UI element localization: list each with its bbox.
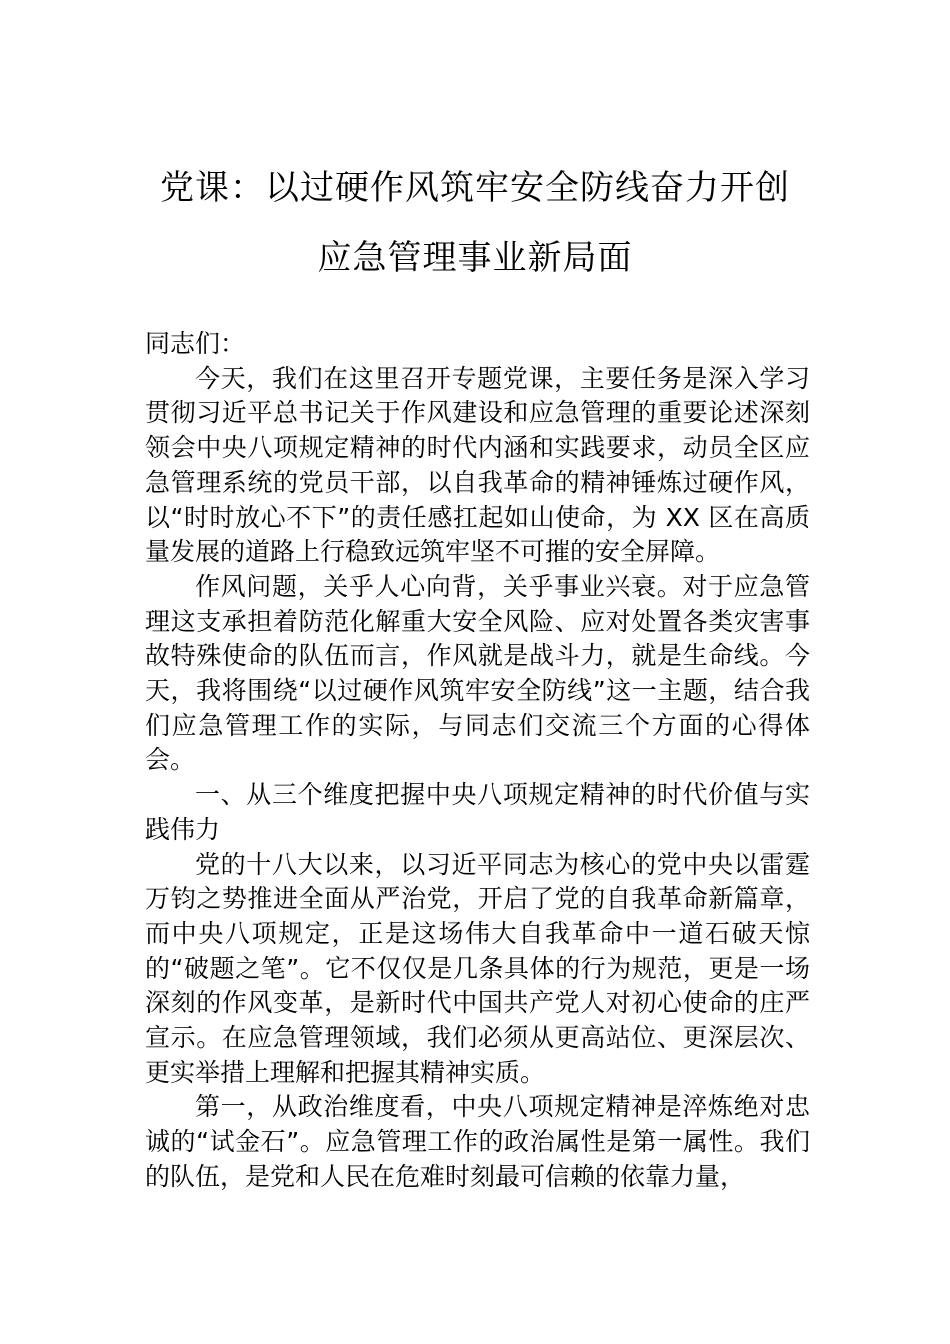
document-body	[145, 327, 810, 1195]
document-title-line-1: 党课：以过硬作风筑牢安全防线奋力开创	[160, 168, 790, 208]
paragraph-intro: 今天，我们在这里召开专题党课，主要任务是深入学习贯彻习近平总书记关于作风建设和应急管理的重要论述深刻领会中央八项规定精神的时代内涵和实践要求，动员全区应急管理系统的党员干部，以自我革命的精神锤炼过硬作风，以“时时放心不下”的责任感扛起如山使命，为 XX 区在高质量发展的道路上行稳致远筑牢坚不可摧的安全屏障。	[145, 363, 810, 567]
salutation: 同志们：	[145, 329, 246, 358]
section-heading-1: 一、从三个维度把握中央八项规定精神的时代价值与实践伟力	[145, 780, 810, 844]
paragraph-political-dimension: 第一，从政治维度看，中央八项规定精神是淬炼绝对忠诚的“试金石”。应急管理工作的政治属性是第一属性。我们的队伍，是党和人民在危难时刻最可信赖的依靠力量，	[145, 1092, 810, 1191]
document-title-line-2: 应急管理事业新局面	[317, 238, 633, 278]
paragraph-eight-rules: 党的十八大以来，以习近平同志为核心的党中央以雷霆万钧之势推进全面从严治党，开启了党的自我革命新篇章，而中央八项规定，正是这场伟大自我革命中一道石破天惊的“破题之笔”。它不仅仅是几条具体的行为规范，更是一场深刻的作风变革，是新时代中国共产党人对初心使命的庄严宣示。在应急管理领域，我们必须从更高站位、更深层次、更实举措上理解和把握其精神实质。	[145, 849, 810, 1087]
paragraph-work-style: 作风问题，关乎人心向背，关乎事业兴衰。对于应急管理这支承担着防范化解重大安全风险、应对处置各类灾害事故特殊使命的队伍而言，作风就是战斗力，就是生命线。今天，我将围绕“以过硬作风筑牢安全防线”这一主题，结合我们应急管理工作的实际，与同志们交流三个方面的心得体会。	[145, 571, 810, 775]
